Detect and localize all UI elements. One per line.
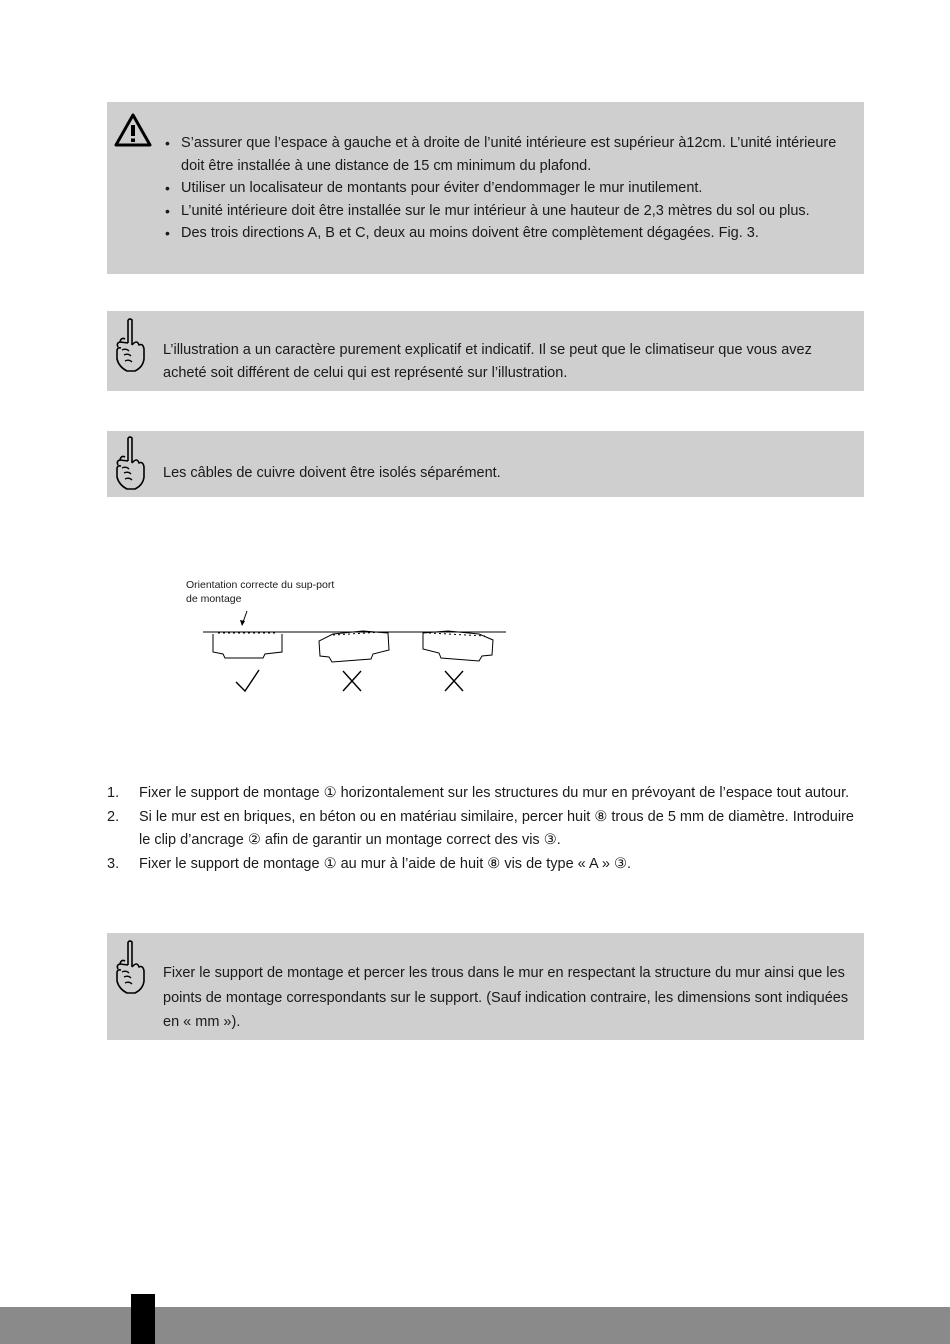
step-number: 2. [107,808,120,825]
mounting-orientation-figure [183,578,513,698]
pointing-hand-icon [113,317,147,380]
pointing-hand-icon [113,939,147,1002]
warning-box [107,102,864,274]
step-text: Fixer le support de montage ① horizontalement sur les structures du mur en prévoyant de l’espace tout autour. [139,785,850,801]
note-text: Les câbles de cuivre doivent être isolés séparément. [163,465,501,481]
cross-icon [343,671,361,691]
step-text: Si le mur est en briques, en béton ou en matériau similaire, percer huit ⑧ trous de 5 mm de diamètre. Introduire le clip d’ancrage ② afin de garantir un montage correct des vis ③. [139,808,854,848]
note-text: Fixer le support de montage et percer les trous dans le mur en respectant la structure du mur ainsi que les points de montage correspondants sur le support. (Sauf indication contraire, les dimensions sont indiquées en « mm »). [163,965,849,1030]
pointing-hand-icon [113,435,147,498]
step-item [107,853,869,877]
warning-triangle-icon [113,112,153,153]
warning-item: • L’unité intérieure doit être installée sur le mur intérieur à une hauteur de 2,3 mètres du sol ou plus. [169,200,859,223]
mounting-diagram [183,578,513,698]
step-text: Fixer le support de montage ① au mur à l’aide de huit ⑧ vis de type « A » ③. [139,855,631,872]
warning-item: • Des trois directions A, B et C, deux au moins doivent être complètement dégagées. Fig. 3. [169,222,859,245]
page-tab [131,1294,155,1344]
warning-item: • Utiliser un localisateur de montants pour éviter d’endommager le mur inutilement. [169,177,859,200]
note-text: L’illustration a un caractère purement explicatif et indicatif. Il se peut que le climatiseur que vous avez acheté soit différent de celui qui est représenté sur l’illustration. [163,342,812,381]
step-number: 3. [107,855,120,872]
bracket-correct [213,633,282,658]
check-icon [236,670,259,691]
bracket-wrong-1 [319,631,389,662]
installation-steps [107,782,869,876]
step-item [107,806,869,853]
cross-icon [445,671,463,691]
step-item [107,782,869,806]
note-cables-box [107,431,864,497]
warning-list [169,132,859,245]
note-mounting-box [107,933,864,1040]
figure-label: Orientation correcte du sup-port de montage [186,579,335,605]
warning-item: • S’assurer que l’espace à gauche et à droite de l’unité intérieure est supérieur à12cm. L’unité intérieure doit être installée à une distance de 15 cm minimum du plafond. [169,132,859,177]
bracket-wrong-2 [423,631,493,661]
step-number: 1. [107,785,120,801]
note-illustration-box [107,311,864,391]
